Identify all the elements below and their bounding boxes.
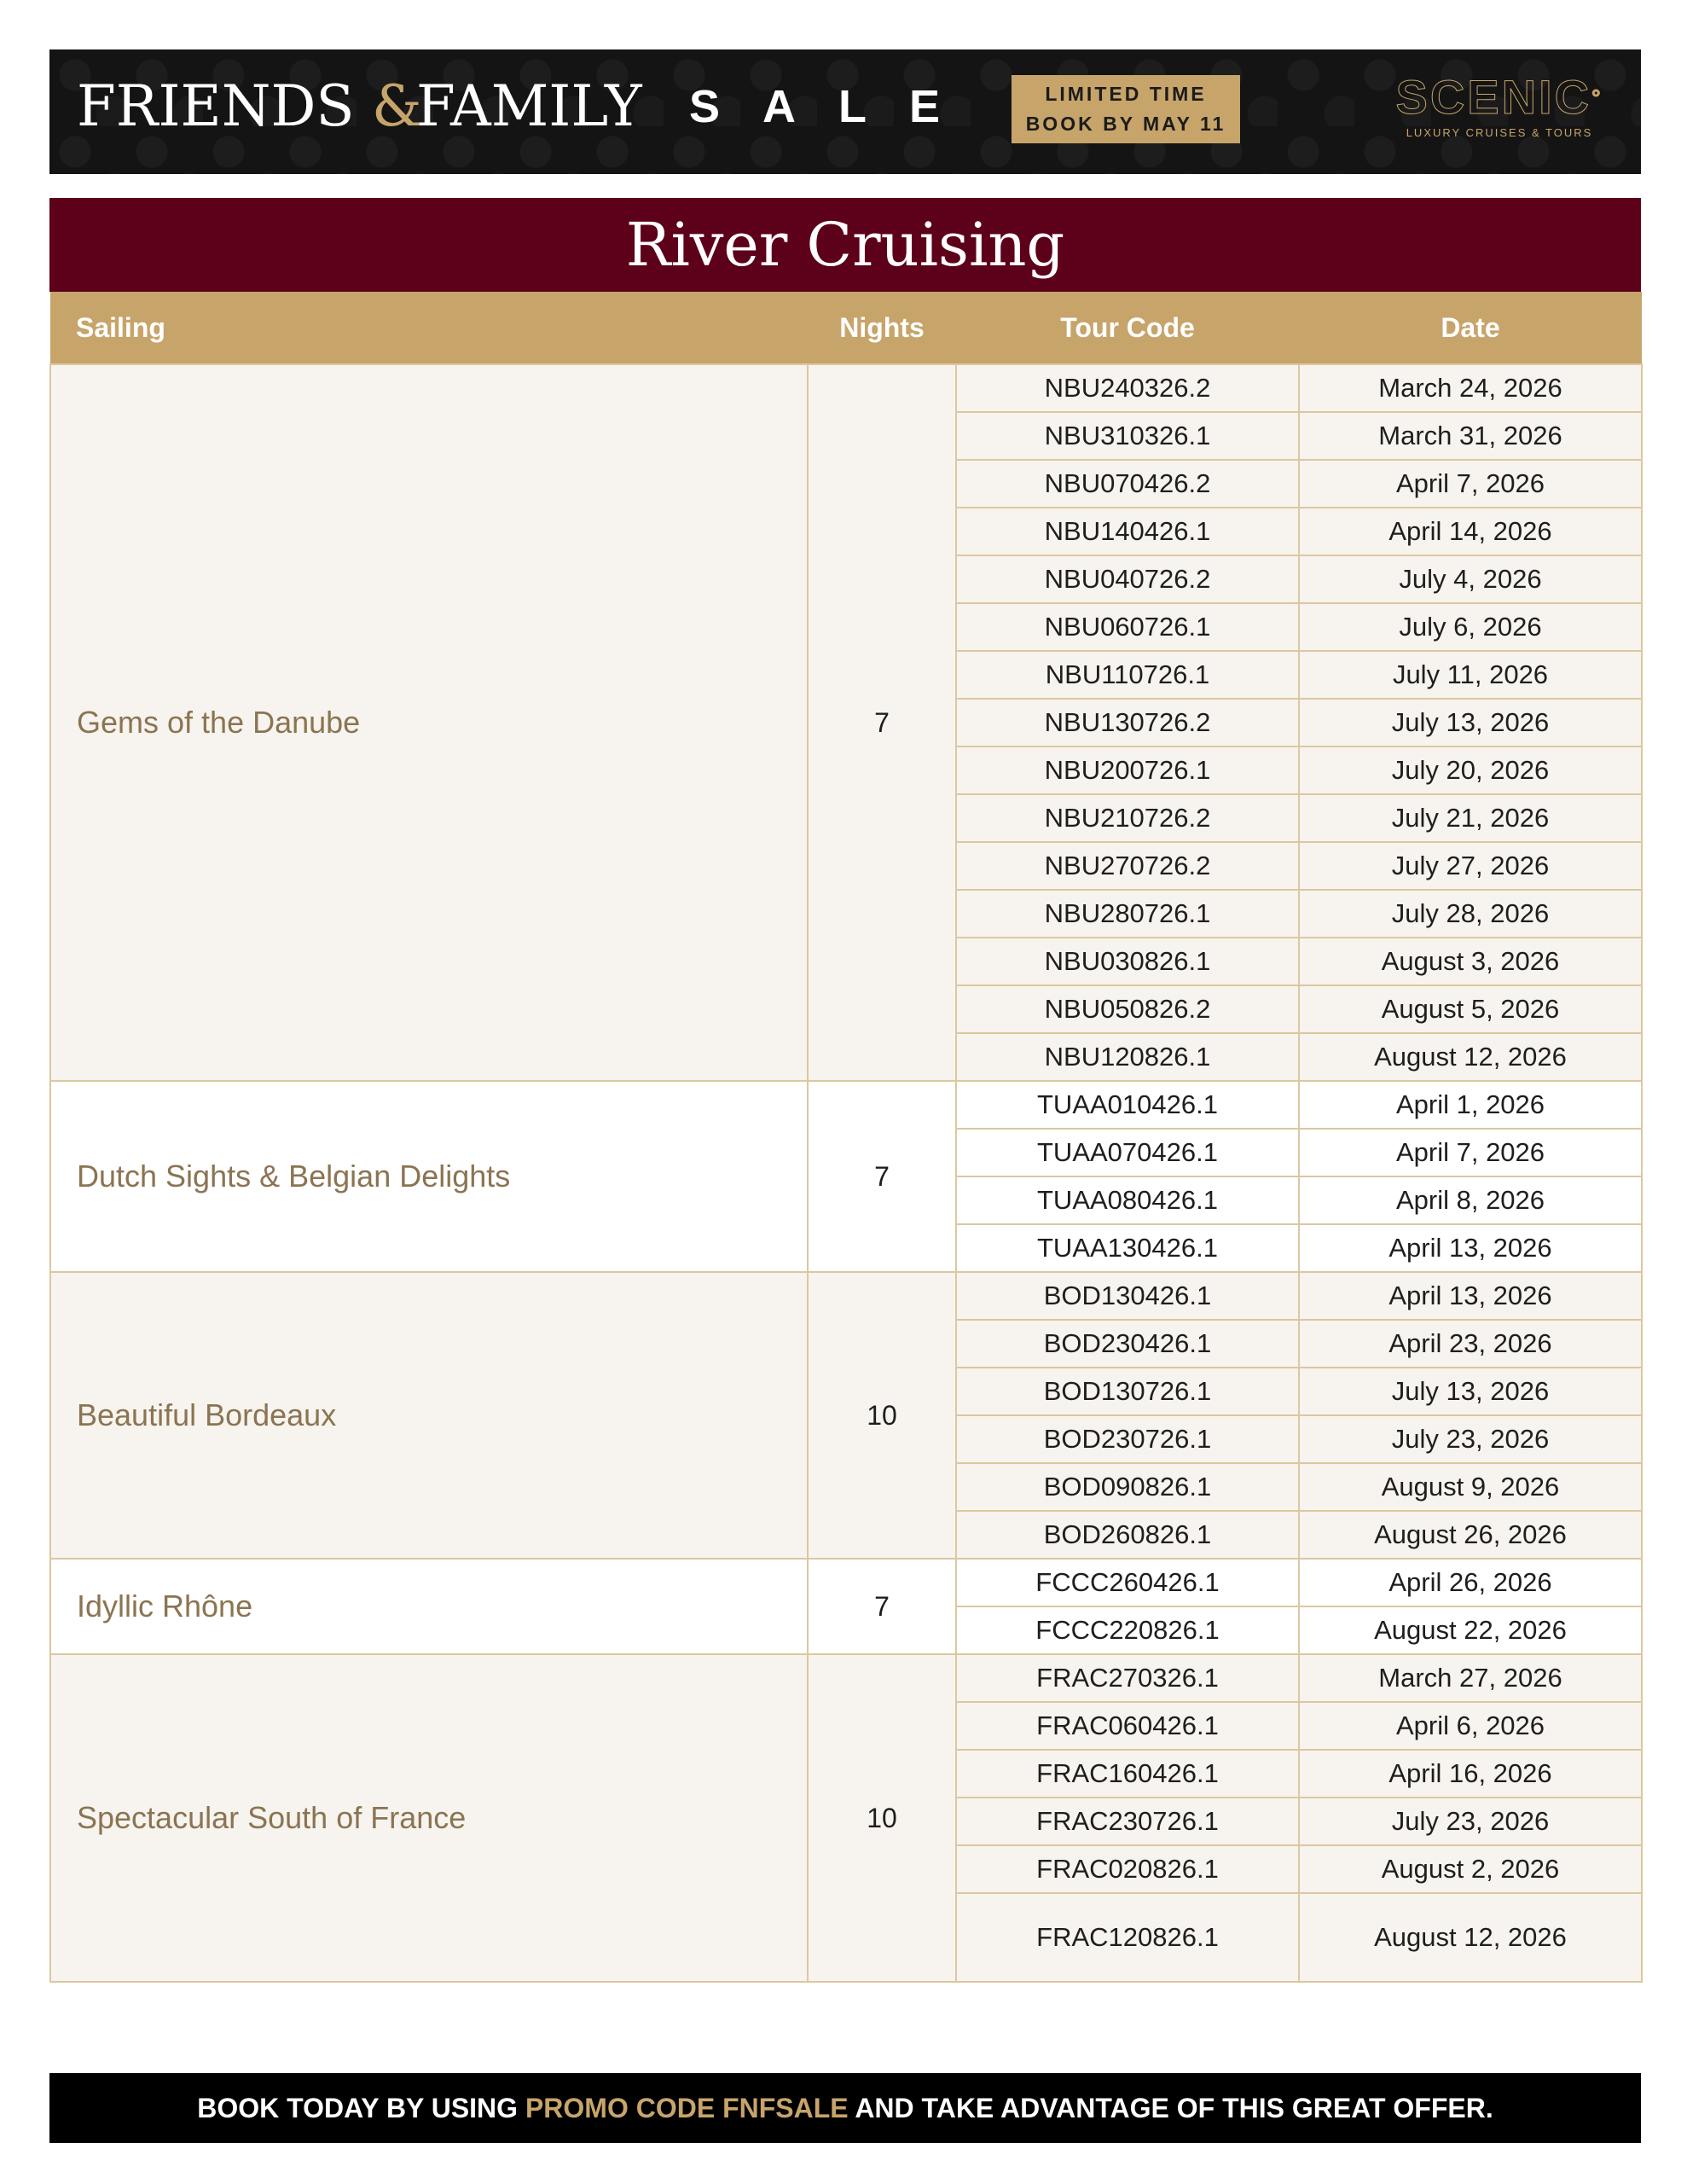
promo-banner	[49, 49, 1641, 174]
logo-tagline: LUXURY CRUISES & TOURS	[1406, 126, 1593, 139]
tour-code-cell: NBU140426.1	[956, 508, 1299, 555]
tour-code-cell: BOD230426.1	[956, 1320, 1299, 1368]
tour-code-cell: TUAA070426.1	[956, 1129, 1299, 1176]
badge-line-book-by: BOOK BY MAY 11	[1025, 113, 1226, 135]
tour-code-cell: BOD260826.1	[956, 1511, 1299, 1559]
date-cell: July 11, 2026	[1299, 651, 1642, 699]
logo-mark: °	[1591, 84, 1603, 110]
tour-code-cell: FRAC020826.1	[956, 1845, 1299, 1893]
date-cell: April 14, 2026	[1299, 508, 1642, 555]
date-cell: August 2, 2026	[1299, 1845, 1642, 1893]
tour-code-cell: NBU280726.1	[956, 890, 1299, 938]
date-cell: March 31, 2026	[1299, 412, 1642, 460]
banner-sale-word: SALE	[689, 81, 983, 132]
sailing-name-cell: Spectacular South of France	[50, 1654, 808, 1982]
logo-text: SCENIC	[1395, 70, 1592, 124]
tour-code-cell: NBU120826.1	[956, 1033, 1299, 1081]
tour-code-cell: FRAC230726.1	[956, 1798, 1299, 1845]
sailings-table	[49, 292, 1643, 1983]
scenic-logo	[1388, 72, 1610, 139]
nights-cell: 7	[808, 364, 956, 1081]
date-cell: July 13, 2026	[1299, 1368, 1642, 1415]
tour-code-cell: NBU050826.2	[956, 985, 1299, 1033]
tour-code-cell: FRAC270326.1	[956, 1654, 1299, 1702]
tour-code-cell: FRAC060426.1	[956, 1702, 1299, 1750]
tour-code-cell: NBU210726.2	[956, 794, 1299, 842]
date-cell: March 24, 2026	[1299, 364, 1642, 412]
date-cell: August 26, 2026	[1299, 1511, 1642, 1559]
footer-promo-bar	[49, 2073, 1641, 2143]
table-row	[50, 1654, 1642, 1702]
footer-promo-code: PROMO CODE FNFSALE	[525, 2093, 849, 2123]
nights-cell: 10	[808, 1272, 956, 1559]
date-cell: July 13, 2026	[1299, 699, 1642, 746]
banner-title-friends: FRIENDS	[77, 73, 355, 139]
date-cell: July 27, 2026	[1299, 842, 1642, 890]
date-cell: April 8, 2026	[1299, 1176, 1642, 1224]
limited-time-badge	[1012, 75, 1240, 143]
date-cell: April 6, 2026	[1299, 1702, 1642, 1750]
tour-code-cell: FRAC120826.1	[956, 1893, 1299, 1982]
date-cell: July 23, 2026	[1299, 1415, 1642, 1463]
date-cell: July 20, 2026	[1299, 746, 1642, 794]
tour-code-cell: TUAA080426.1	[956, 1176, 1299, 1224]
date-cell: August 9, 2026	[1299, 1463, 1642, 1511]
table-row	[50, 1081, 1642, 1129]
date-cell: April 7, 2026	[1299, 460, 1642, 508]
tour-code-cell: FCCC220826.1	[956, 1606, 1299, 1654]
date-cell: April 26, 2026	[1299, 1559, 1642, 1606]
header-nights: Nights	[808, 292, 956, 364]
date-cell: April 7, 2026	[1299, 1129, 1642, 1176]
date-cell: March 27, 2026	[1299, 1654, 1642, 1702]
date-cell: July 4, 2026	[1299, 555, 1642, 603]
date-cell: April 16, 2026	[1299, 1750, 1642, 1798]
tour-code-cell: NBU240326.2	[956, 364, 1299, 412]
tour-code-cell: BOD130426.1	[956, 1272, 1299, 1320]
table-row	[50, 1272, 1642, 1320]
tour-code-cell: NBU130726.2	[956, 699, 1299, 746]
date-cell: August 22, 2026	[1299, 1606, 1642, 1654]
tour-code-cell: NBU310326.1	[956, 412, 1299, 460]
tour-code-cell: NBU270726.2	[956, 842, 1299, 890]
header-tour-code: Tour Code	[956, 292, 1299, 364]
tour-code-cell: TUAA010426.1	[956, 1081, 1299, 1129]
tour-code-cell: NBU060726.1	[956, 603, 1299, 651]
tour-code-cell: NBU040726.2	[956, 555, 1299, 603]
tour-code-cell: BOD130726.1	[956, 1368, 1299, 1415]
date-cell: July 23, 2026	[1299, 1798, 1642, 1845]
date-cell: July 21, 2026	[1299, 794, 1642, 842]
date-cell: July 6, 2026	[1299, 603, 1642, 651]
table-row	[50, 364, 1642, 412]
date-cell: April 13, 2026	[1299, 1224, 1642, 1272]
footer-text-before: BOOK TODAY BY USING	[197, 2093, 525, 2123]
nights-cell: 10	[808, 1654, 956, 1982]
sailing-name-cell: Gems of the Danube	[50, 364, 808, 1081]
tour-code-cell: BOD090826.1	[956, 1463, 1299, 1511]
header-sailing: Sailing	[50, 292, 808, 364]
date-cell: April 13, 2026	[1299, 1272, 1642, 1320]
section-title: River Cruising	[49, 198, 1641, 292]
tour-code-cell: FCCC260426.1	[956, 1559, 1299, 1606]
sailing-name-cell: Dutch Sights & Belgian Delights	[50, 1081, 808, 1272]
tour-code-cell: FRAC160426.1	[956, 1750, 1299, 1798]
date-cell: April 23, 2026	[1299, 1320, 1642, 1368]
header-date: Date	[1299, 292, 1642, 364]
tour-code-cell: NBU110726.1	[956, 651, 1299, 699]
banner-title-family: FAMILY	[416, 73, 642, 139]
tour-code-cell: NBU070426.2	[956, 460, 1299, 508]
date-cell: August 12, 2026	[1299, 1893, 1642, 1982]
date-cell: July 28, 2026	[1299, 890, 1642, 938]
date-cell: August 5, 2026	[1299, 985, 1642, 1033]
tour-code-cell: TUAA130426.1	[956, 1224, 1299, 1272]
tour-code-cell: NBU030826.1	[956, 938, 1299, 985]
table-row	[50, 1559, 1642, 1606]
sailing-name-cell: Idyllic Rhône	[50, 1559, 808, 1654]
tour-code-cell: BOD230726.1	[956, 1415, 1299, 1463]
badge-line-limited-time: LIMITED TIME	[1045, 83, 1207, 105]
table-header-row	[50, 292, 1642, 364]
date-cell: August 12, 2026	[1299, 1033, 1642, 1081]
footer-text-after: AND TAKE ADVANTAGE OF THIS GREAT OFFER.	[848, 2093, 1493, 2123]
nights-cell: 7	[808, 1081, 956, 1272]
nights-cell: 7	[808, 1559, 956, 1654]
tour-code-cell: NBU200726.1	[956, 746, 1299, 794]
date-cell: August 3, 2026	[1299, 938, 1642, 985]
sailing-name-cell: Beautiful Bordeaux	[50, 1272, 808, 1559]
date-cell: April 1, 2026	[1299, 1081, 1642, 1129]
table-body	[50, 364, 1642, 1982]
banner-ampersand: &	[372, 73, 422, 139]
